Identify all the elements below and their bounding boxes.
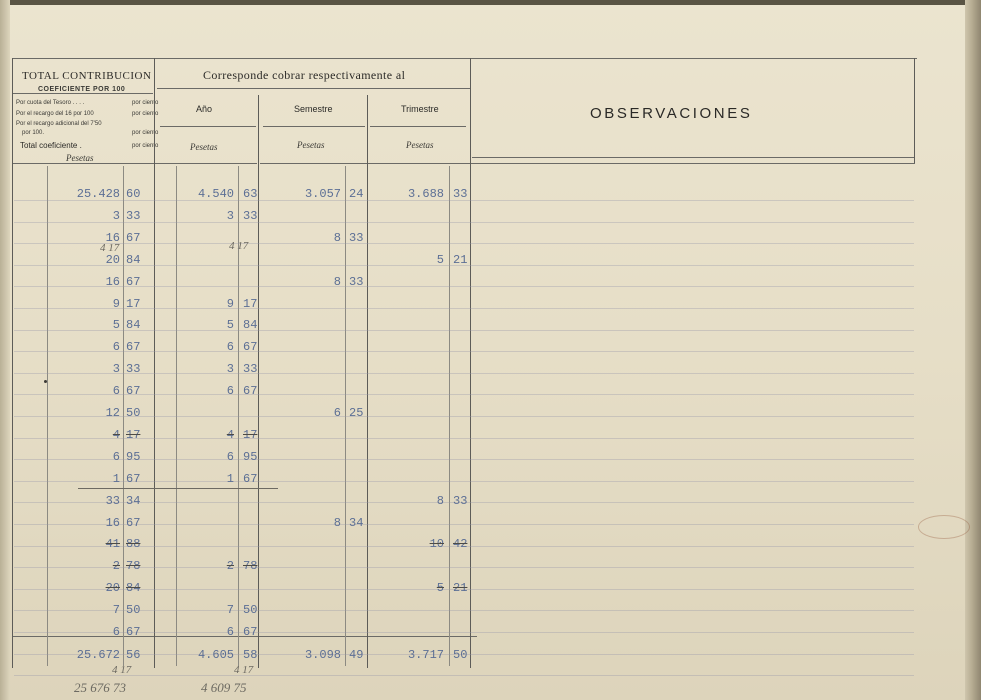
row-rule bbox=[14, 632, 914, 633]
total-cents: 67 bbox=[126, 231, 141, 245]
col-left-edge bbox=[12, 58, 13, 668]
total-cents: 78 bbox=[126, 559, 141, 573]
total-cents: 88 bbox=[126, 537, 141, 551]
total-amount: 5 bbox=[112, 318, 120, 332]
row-rule bbox=[14, 610, 914, 611]
subheader-rule-sem bbox=[263, 126, 365, 127]
total-cents: 17 bbox=[126, 297, 141, 311]
total-amount: 3 bbox=[112, 362, 120, 376]
total-cents: 67 bbox=[126, 275, 141, 289]
total-grand-total-cents: 56 bbox=[126, 648, 141, 662]
ano-cents: 67 bbox=[243, 625, 258, 639]
paper-stain bbox=[918, 515, 970, 539]
total-amount: 41 bbox=[105, 537, 120, 551]
row-rule bbox=[14, 394, 914, 395]
corresponde-rule bbox=[157, 88, 470, 89]
handwritten-bottom-left: 25 676 73 bbox=[74, 680, 126, 695]
coef-rule bbox=[12, 93, 153, 94]
ano-header: Año bbox=[196, 104, 213, 114]
total-amount: 7 bbox=[112, 603, 120, 617]
total-amount: 6 bbox=[112, 384, 120, 398]
total-cents: 67 bbox=[126, 516, 141, 530]
ano-cents: 63 bbox=[243, 187, 258, 201]
ano-cents: 78 bbox=[243, 559, 258, 573]
tri-amount: 8 bbox=[436, 494, 444, 508]
total-cents: 33 bbox=[126, 362, 141, 376]
total-amount: 20 bbox=[105, 253, 120, 267]
row-rule bbox=[14, 481, 914, 482]
col-ano-right bbox=[258, 95, 259, 668]
total-amount: 20 bbox=[105, 581, 120, 595]
row-rule bbox=[14, 524, 914, 525]
total-amount: 16 bbox=[105, 516, 120, 530]
subheader-rule-tri bbox=[370, 126, 466, 127]
ano-amount: 6 bbox=[226, 384, 234, 398]
handwritten-bottom-mid: 4 609 75 bbox=[201, 680, 247, 695]
ano-cents: 67 bbox=[243, 340, 258, 354]
total-contribucion-title: TOTAL CONTRIBUCION bbox=[22, 70, 152, 82]
total-amount: 6 bbox=[112, 340, 120, 354]
ano-amount: 1 bbox=[226, 472, 234, 486]
total-amount: 16 bbox=[105, 275, 120, 289]
page-top-edge bbox=[0, 0, 981, 5]
total-cents: 17 bbox=[126, 428, 141, 442]
ano-amount: 4.540 bbox=[197, 187, 234, 201]
row-rule bbox=[14, 416, 914, 417]
ano-amount: 7 bbox=[226, 603, 234, 617]
ano-cents: 33 bbox=[243, 209, 258, 223]
sem-amount: 8 bbox=[333, 231, 341, 245]
coef-row-4-label: por 100. bbox=[22, 130, 45, 136]
coef-row-1-unit: por ciento bbox=[132, 100, 159, 106]
sem-grand-total-cents: 49 bbox=[349, 648, 364, 662]
total-amount: 2 bbox=[112, 559, 120, 573]
total-cents: 67 bbox=[126, 625, 141, 639]
ano-cents: 67 bbox=[243, 472, 258, 486]
total-cents: 67 bbox=[126, 472, 141, 486]
pesetas-left-label: Pesetas bbox=[66, 153, 94, 163]
coef-row-2-label: Por el recargo del 16 por 100 bbox=[16, 111, 94, 117]
ano-amount: 4 bbox=[226, 428, 234, 442]
handwritten-bottom-ano: 4 17 bbox=[234, 664, 254, 676]
pencil-stroke bbox=[78, 488, 278, 489]
total-cents: 95 bbox=[126, 450, 141, 464]
sem-cents: 33 bbox=[349, 275, 364, 289]
row-rule bbox=[14, 286, 914, 287]
sem-cents: 33 bbox=[349, 231, 364, 245]
total-coeficiente-label: Total coeficiente . bbox=[20, 141, 82, 150]
trimestre-header: Trimestre bbox=[401, 104, 439, 114]
row-rule bbox=[14, 675, 914, 676]
subheader-rule-ano bbox=[160, 126, 256, 127]
row-rule bbox=[14, 567, 914, 568]
sem-amount: 8 bbox=[333, 516, 341, 530]
total-amount: 25.428 bbox=[76, 187, 120, 201]
total-cents: 33 bbox=[126, 209, 141, 223]
tri-cents: 33 bbox=[453, 187, 468, 201]
ano-amount: 9 bbox=[226, 297, 234, 311]
ink-dot bbox=[44, 380, 47, 383]
handwritten-bottom-total: 4 17 bbox=[112, 664, 132, 676]
page-left-edge bbox=[0, 0, 10, 700]
pesetas-trimestre-label: Pesetas bbox=[406, 140, 434, 150]
ano-cents: 67 bbox=[243, 384, 258, 398]
coef-row-3-label: Por el recargo adicional del 7'50 bbox=[16, 121, 102, 127]
coef-row-1-label: Por cuota del Tesoro . . . . bbox=[16, 100, 85, 106]
semestre-header: Semestre bbox=[294, 104, 333, 114]
total-amount: 33 bbox=[105, 494, 120, 508]
row-rule bbox=[14, 243, 914, 244]
total-amount: 4 bbox=[112, 428, 120, 442]
sem-grand-total: 3.098 bbox=[304, 648, 341, 662]
book-binding bbox=[965, 0, 981, 700]
sem-amount: 3.057 bbox=[304, 187, 341, 201]
ano-amount: 6 bbox=[226, 450, 234, 464]
header-bottom-rule-2 bbox=[260, 163, 915, 164]
coef-row-4-unit: por ciento bbox=[132, 130, 159, 136]
tri-amount: 5 bbox=[436, 253, 444, 267]
total-amount: 12 bbox=[105, 406, 120, 420]
ano-cents: 33 bbox=[243, 362, 258, 376]
total-amount: 3 bbox=[112, 209, 120, 223]
sem-amount: 8 bbox=[333, 275, 341, 289]
row-rule bbox=[14, 330, 914, 331]
handwritten-note-total: 4 17 bbox=[100, 242, 120, 254]
total-grand-total: 25.672 bbox=[76, 648, 120, 662]
col-obs-right bbox=[914, 58, 915, 163]
ano-grand-total-cents: 58 bbox=[243, 648, 258, 662]
ano-amount: 3 bbox=[226, 209, 234, 223]
coef-row-2-unit: por ciento bbox=[132, 111, 159, 117]
sem-cents: 34 bbox=[349, 516, 364, 530]
col-sem-right bbox=[367, 95, 368, 668]
col-tri-right bbox=[470, 58, 471, 668]
total-amount: 6 bbox=[112, 625, 120, 639]
sem-cents: 25 bbox=[349, 406, 364, 420]
tri-grand-total-cents: 50 bbox=[453, 648, 468, 662]
total-cents: 50 bbox=[126, 603, 141, 617]
col-total-right bbox=[154, 58, 155, 668]
total-cents: 34 bbox=[126, 494, 141, 508]
table-top-rule bbox=[12, 58, 917, 59]
ano-amount: 3 bbox=[226, 362, 234, 376]
header-bottom-rule-3 bbox=[472, 157, 915, 158]
row-rule bbox=[14, 351, 914, 352]
total-amount: 9 bbox=[112, 297, 120, 311]
coeficiente-label: COEFICIENTE POR 100 bbox=[38, 86, 126, 93]
total-cents: 50 bbox=[126, 406, 141, 420]
corresponde-cobrar-title: Corresponde cobrar respectivamente al bbox=[203, 68, 406, 82]
ano-amount: 6 bbox=[226, 625, 234, 639]
tri-grand-total: 3.717 bbox=[407, 648, 444, 662]
ano-amount: 2 bbox=[226, 559, 234, 573]
handwritten-note-ano: 4 17 bbox=[229, 240, 249, 252]
total-cents: 84 bbox=[126, 253, 141, 267]
total-amount: 16 bbox=[105, 231, 120, 245]
tri-amount: 3.688 bbox=[407, 187, 444, 201]
header-bottom-rule bbox=[12, 163, 257, 164]
ano-cents: 17 bbox=[243, 297, 258, 311]
sem-amount: 6 bbox=[333, 406, 341, 420]
total-cents: 67 bbox=[126, 384, 141, 398]
ano-cents: 17 bbox=[243, 428, 258, 442]
row-rule bbox=[14, 438, 914, 439]
tri-amount: 5 bbox=[436, 581, 444, 595]
pesetas-semestre-label: Pesetas bbox=[297, 140, 325, 150]
total-amount: 1 bbox=[112, 472, 120, 486]
tri-cents: 21 bbox=[453, 581, 468, 595]
observaciones-title: OBSERVACIONES bbox=[590, 105, 753, 122]
pesetas-ano-label: Pesetas bbox=[190, 142, 218, 152]
sem-cents: 24 bbox=[349, 187, 364, 201]
total-coeficiente-unit: por ciento bbox=[132, 143, 159, 149]
total-amount: 6 bbox=[112, 450, 120, 464]
ano-grand-total: 4.605 bbox=[197, 648, 234, 662]
ano-amount: 6 bbox=[226, 340, 234, 354]
total-cents: 67 bbox=[126, 340, 141, 354]
row-rule bbox=[14, 308, 914, 309]
ano-cents: 50 bbox=[243, 603, 258, 617]
tri-cents: 42 bbox=[453, 537, 468, 551]
ano-cents: 95 bbox=[243, 450, 258, 464]
row-rule bbox=[14, 222, 914, 223]
row-rule bbox=[14, 459, 914, 460]
total-cents: 84 bbox=[126, 581, 141, 595]
tri-cents: 21 bbox=[453, 253, 468, 267]
row-rule bbox=[14, 373, 914, 374]
ano-amount: 5 bbox=[226, 318, 234, 332]
tri-amount: 10 bbox=[429, 537, 444, 551]
total-cents: 84 bbox=[126, 318, 141, 332]
total-cents: 60 bbox=[126, 187, 141, 201]
tri-cents: 33 bbox=[453, 494, 468, 508]
ano-cents: 84 bbox=[243, 318, 258, 332]
